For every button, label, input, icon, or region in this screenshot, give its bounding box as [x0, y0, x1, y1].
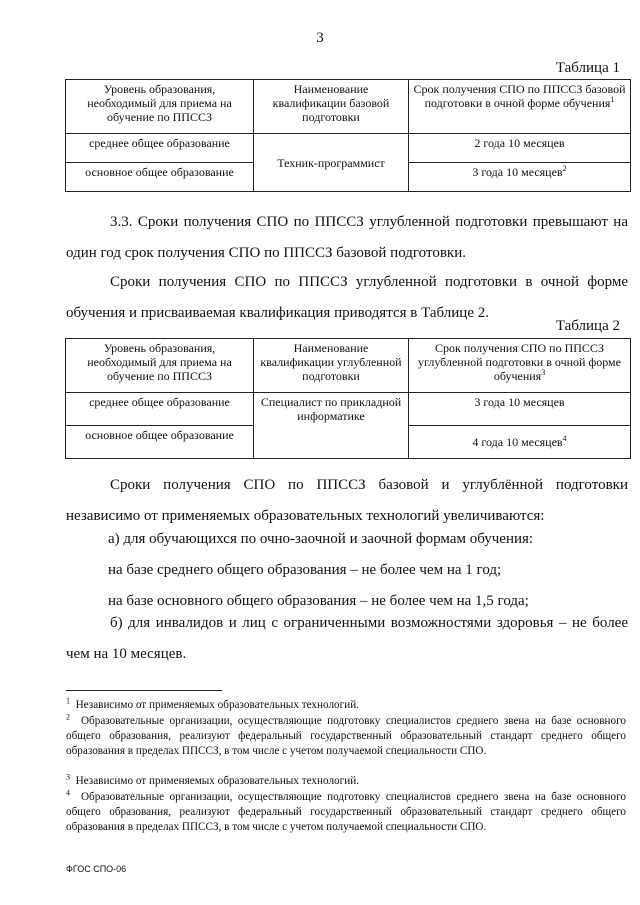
- footnote-separator: [66, 690, 222, 691]
- table2-header-level: Уровень образования, необходимый для приема на обучение по ППССЗ: [66, 339, 254, 393]
- table2-header-qualification: Наименование квалификации углубленной подготовки: [254, 339, 409, 393]
- footnote-ref: 2: [562, 164, 567, 173]
- table2-header-row: [66, 339, 631, 393]
- table1-header-term: Срок получения СПО по ППССЗ базовой подготовки в очной форме обучения$^1$: [409, 80, 631, 134]
- table2-cell-term: 4 года 10 месяцев$^4$: [409, 426, 631, 459]
- table1-caption: Таблица 1: [555, 60, 620, 76]
- item-b: б) для инвалидов и лиц с ограниченными возможностями здоровья – не более чем на 10 месяцев.: [66, 615, 628, 662]
- page-number: 3: [316, 30, 324, 46]
- footnote-ref: 3: [541, 368, 546, 377]
- table2-header-term: Срок получения СПО по ППССЗ углубленной подготовки в очной форме обучения$^3$: [409, 339, 631, 393]
- table1-cell-term: 2 года 10 месяцев: [409, 134, 631, 163]
- document-code: ФГОС СПО-06: [66, 864, 127, 874]
- table1-header-qualification: Наименование квалификации базовой подготовки: [254, 80, 409, 134]
- table1-cell-term: 3 года 10 месяцев$^2$: [409, 163, 631, 192]
- table2-caption: Таблица 2: [555, 318, 620, 334]
- table2: [65, 338, 631, 459]
- paragraph-increase: Сроки получения СПО по ППССЗ базовой и углублённой подготовки независимо от применяемых образовательных технологий увеличиваются:: [66, 477, 628, 524]
- footnote-1: $^1$ Независимо от применяемых образовательных технологий.: [66, 696, 359, 711]
- paragraph-table2-intro: Сроки получения СПО по ППССЗ углубленной подготовки в очной форме обучения и присваиваемая квалификация приводятся в Таблице 2.: [66, 274, 628, 321]
- item-a: а) для обучающихся по очно-заочной и заочной формам обучения:: [108, 531, 534, 547]
- footnote-ref: 4: [562, 434, 567, 443]
- table1-header-level: Уровень образования, необходимый для приема на обучение по ППССЗ: [66, 80, 254, 134]
- item-a-secondary: на базе среднего общего образования – не более чем на 1 год;: [108, 562, 502, 578]
- item-a-basic: на базе основного общего образования – не более чем на 1,5 года;: [108, 593, 529, 609]
- table2-cell-level: среднее общее образование: [66, 393, 254, 426]
- table1: [65, 79, 631, 192]
- footnote-2: $^2$ Образовательные организации, осуществляющие подготовку специалистов среднего звена на базе основного общего образования, реализуют федеральный государственный образовательный стандарт среднего общего образования в пределах ППССЗ, в том числе с учетом получаемой специальности СПО.: [66, 712, 626, 757]
- footnote-3: $^3$ Независимо от применяемых образовательных технологий.: [66, 772, 359, 787]
- table1-header-row: [66, 80, 631, 134]
- footnote-4: $^4$ Образовательные организации, осуществляющие подготовку специалистов среднего звена на базе основного общего образования, реализуют федеральный государственный образовательный стандарт среднего общего образования в пределах ППССЗ, в том числе с учетом получаемой специальности СПО.: [66, 788, 626, 833]
- table1-cell-qualification: Техник-программист: [254, 134, 409, 192]
- footnote-ref: 1: [610, 95, 615, 104]
- table2-cell-level: основное общее образование: [66, 426, 254, 459]
- table-row: [66, 134, 631, 163]
- table2-cell-qualification: Специалист по прикладной информатике: [254, 393, 409, 459]
- table-row: [66, 393, 631, 426]
- table1-cell-level: среднее общее образование: [66, 134, 254, 163]
- table2-cell-term: 3 года 10 месяцев: [409, 393, 631, 426]
- table1-cell-level: основное общее образование: [66, 163, 254, 192]
- paragraph-3-3: 3.3. Сроки получения СПО по ППССЗ углубленной подготовки превышают на один год срок получения СПО по ППССЗ базовой подготовки.: [66, 214, 628, 261]
